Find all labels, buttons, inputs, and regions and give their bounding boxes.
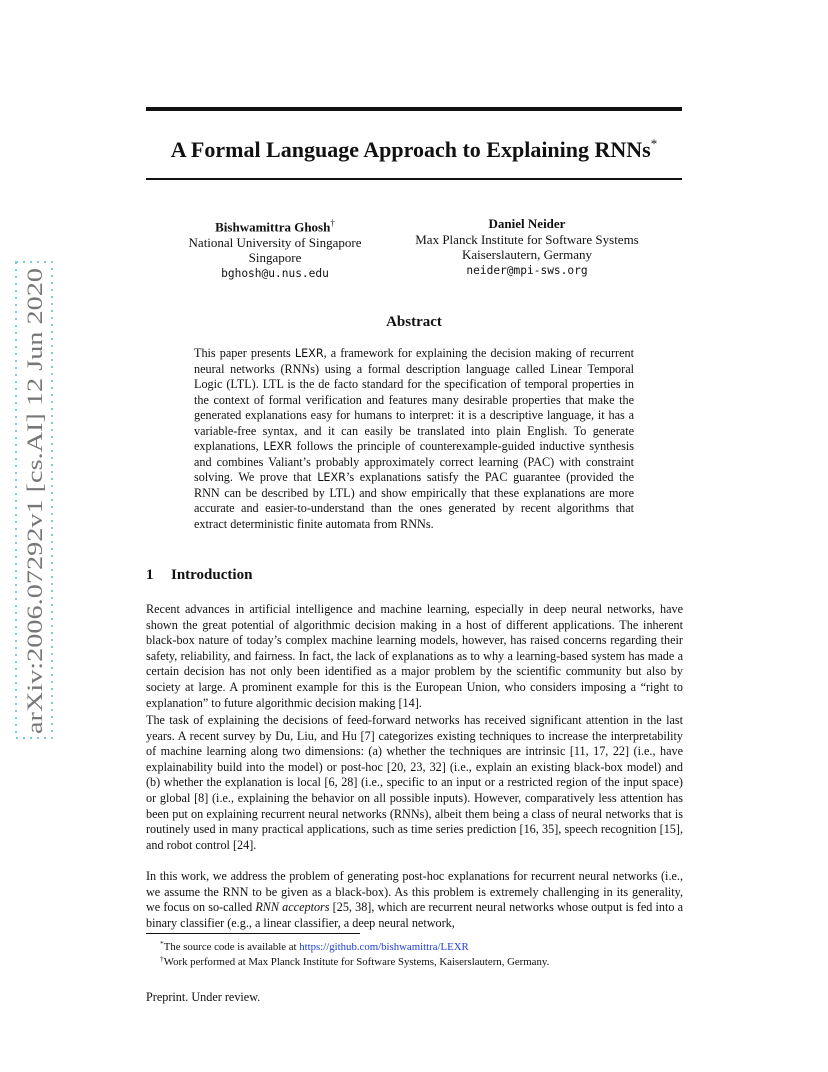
author-email[interactable]: bghosh@u.nus.edu (221, 266, 329, 280)
arxiv-stamp-text: arXiv:2006.07292v1 [cs.AI] 12 Jun 2020 (22, 362, 47, 734)
abstract-heading: Abstract (386, 314, 442, 330)
section-number: 1 (146, 567, 154, 583)
abstract-text: , a framework for explaining the decision making of recurrent neural networks (RNNs) using a formal description language called Linear Temporal Logic (LTL). LTL is the de facto standard for the specification of temporal properties in the context of formal verification and features many desirable properties that make the generated explanations easy for humans to interpret: it is a descriptive language, it has a variable-free syntax, and it can easily be translated into plain English. To generate explanations, (194, 346, 634, 454)
paper-title-text: A Formal Language Approach to Explaining RNNs (170, 137, 651, 162)
section-title: Introduction (171, 567, 253, 583)
author-location: Singapore (248, 250, 302, 266)
title-top-rule (146, 107, 682, 111)
tool-name: LEXR (263, 440, 292, 454)
tool-name: LEXR (294, 347, 324, 360)
body-paragraph-1 (146, 602, 683, 711)
footnote-mark: † (160, 954, 164, 963)
author-block-1 (180, 216, 370, 281)
author-name (180, 216, 370, 235)
abstract-text: This paper presents (194, 346, 295, 360)
paragraph-text: The task of explaining the decisions of feed-forward networks has received significant attention in the last years. A recent survey by Du, Liu, and Hu [7] categorizes existing techniques to increase the interpretability of machine learning along two dimensions: (a) whether the techniques are intrinsic [11, 17, 22] (i.e., have explainability build into the model) or post-hoc [20, 23, 32] (i.e., explain an existing black-box model) and (b) whether the explanation is local [6, 28] (i.e., specific to an input or a restricted region of the input space) or global [8] (i.e., explaining the behavior on all possible inputs). However, comparatively less attention has been put on explaining recurrent neural networks (RNNs), albeit them being a class of neural networks that is routinely used in many practical applications, such as time series prediction [16, 35], speech recognition [15], and robot control [24]. (146, 713, 683, 852)
body-paragraph-2 (146, 713, 683, 853)
section-heading (146, 567, 252, 584)
paragraph-text: In this work, we address the problem of generating post-hoc explanations for recurrent neural networks (i.e., we assume the RNN to be given as a black-box). As this problem is extremely challenging in its generality, we focus on so-called (146, 869, 683, 915)
abstract-body (194, 346, 634, 533)
source-code-link[interactable]: https://github.com/bishwamittra/LEXR (299, 941, 469, 953)
author-footnote-mark: † (330, 218, 335, 228)
footnote-text: Work performed at Max Planck Institute for Software Systems, Kaiserslautern, Germany. (163, 956, 550, 968)
paragraph-text: [25, 38], which are recurrent neural networks whose output is fed into a binary classifier (e.g., a linear classifier, a deep neural network, (146, 900, 683, 930)
body-paragraph-3 (146, 869, 683, 931)
abstract-text: ’s explanations satisfy the PAC guarantee (provided the RNN can be described by LTL) and show empirically that these explanations are more accurate and easier-to-understand than the ones generated by recent algorithms that extract deterministic finite automata from RNNs. (194, 470, 634, 532)
footnote-2 (160, 952, 549, 969)
author-email[interactable]: neider@mpi-sws.org (466, 263, 588, 277)
author-name-text: Bishwamittra Ghosh (215, 219, 331, 235)
abstract-text: follows the principle of counterexample-guided inductive synthesis and combines Valiant’s probably approximately correct learning (PAC) with constraint solving. We prove that (194, 439, 634, 485)
tool-name: LEXR (317, 471, 346, 485)
paragraph-text: Recent advances in artificial intelligence and machine learning, especially in deep neural networks, have shown the great potential of algorithmic decision making in a host of different applications. The inherent black-box nature of today’s complex machine learning models, however, has raised concerns regarding their safety, reliability, and fairness. In fact, the lack of explanations as to why a learning-based system has made a certain decision has not only been identified as a major problem by the scientific community but also by society at large. A prominent example for this is the European Union, who considers imposing a “right to explanation” to future algorithmic decision making [14]. (146, 602, 683, 710)
author-location: Kaiserslautern, Germany (462, 247, 592, 262)
footnote-rule (146, 933, 360, 934)
footnote-mark: * (160, 939, 164, 948)
author-affiliation: National University of Singapore (188, 234, 362, 250)
preprint-note: Preprint. Under review. (146, 990, 261, 1004)
footnote-text: The source code is available at (163, 941, 300, 953)
author-name (402, 216, 652, 232)
title-bottom-rule (146, 178, 682, 180)
arxiv-side-stamp (14, 260, 54, 740)
author-name-text: Daniel Neider (488, 216, 566, 231)
emphasized-term: RNN acceptors (255, 900, 330, 915)
author-affiliation: Max Planck Institute for Software Systems (415, 231, 639, 247)
author-block-2 (402, 216, 652, 278)
title-footnote-mark: * (650, 136, 658, 151)
paper-title (146, 130, 682, 164)
